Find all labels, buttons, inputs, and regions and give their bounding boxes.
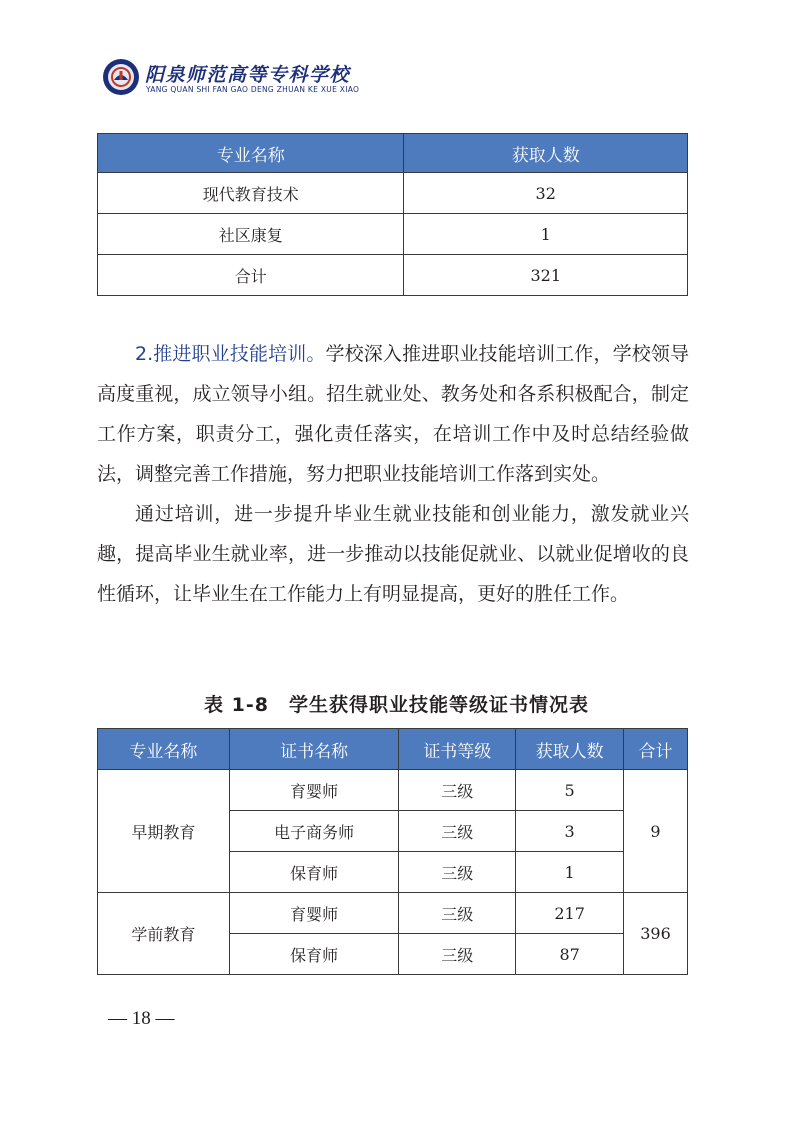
- cell-total-label: 合计: [98, 255, 404, 296]
- school-name-en: YANG QUAN SHI FAN GAO DENG ZHUAN KE XUE XIAO: [146, 85, 360, 94]
- cell-count: 32: [404, 173, 688, 214]
- cell-major: 社区康复: [98, 214, 404, 255]
- cell-level: 三级: [399, 811, 516, 852]
- section-lead: 2.推进职业技能培训。: [135, 343, 326, 365]
- col-header-major: 专业名称: [98, 729, 230, 770]
- cell-count: 87: [516, 934, 624, 975]
- paragraph: 通过培训，进一步提升毕业生就业技能和创业能力，激发就业兴趣，提高毕业生就业率，进一步推动以技能促就业、以就业促增收的良性循环，让毕业生在工作能力上有明显提高，更好的胜任工作。: [97, 503, 689, 605]
- paragraph-text: 学校深入推进职业技能培训工作，学校领导高度重视，成立领导小组。招生就业处、教务处和各系积极配合，制定工作方案，职责分工，强化责任落实，在培训工作中及时总结经验做法，调整完善工作措施，努力把职业技能培训工作落到实处。: [97, 343, 689, 485]
- cell-level: 三级: [399, 934, 516, 975]
- cell-certificate: 保育师: [229, 934, 399, 975]
- cell-certificate: 育婴师: [229, 893, 399, 934]
- major-count-table: [97, 133, 688, 296]
- table-header-row: [98, 134, 688, 173]
- col-header-major: 专业名称: [98, 134, 404, 173]
- cell-certificate: 保育师: [229, 852, 399, 893]
- school-name-cn: 阳泉师范高等专科学校: [145, 64, 351, 86]
- cell-count: 5: [516, 770, 624, 811]
- page-number: — 18 —: [108, 1008, 175, 1029]
- cell-major: 现代教育技术: [98, 173, 404, 214]
- col-header-total: 合计: [624, 729, 688, 770]
- section-body: [97, 334, 689, 614]
- table-caption: 表 1-8 学生获得职业技能等级证书情况表: [204, 694, 589, 716]
- table-header-row: [98, 729, 688, 770]
- paragraph: [97, 334, 689, 494]
- cell-count: 1: [404, 214, 688, 255]
- col-header-level: 证书等级: [399, 729, 516, 770]
- cell-total-value: 321: [404, 255, 688, 296]
- cell-certificate: 育婴师: [229, 770, 399, 811]
- col-header-count: 获取人数: [404, 134, 688, 173]
- cell-major: 学前教育: [98, 893, 230, 975]
- table-row: [98, 255, 688, 296]
- cell-total: 396: [624, 893, 688, 975]
- table-row: [98, 173, 688, 214]
- school-emblem-icon: [102, 58, 140, 96]
- cell-level: 三级: [399, 770, 516, 811]
- cell-level: 三级: [399, 893, 516, 934]
- cell-count: 1: [516, 852, 624, 893]
- col-header-count: 获取人数: [516, 729, 624, 770]
- certificate-table: [97, 728, 688, 975]
- cell-major: 早期教育: [98, 770, 230, 893]
- table-row: [98, 893, 688, 934]
- school-header: [102, 58, 362, 102]
- cell-count: 217: [516, 893, 624, 934]
- col-header-certificate: 证书名称: [229, 729, 399, 770]
- table-row: [98, 770, 688, 811]
- cell-certificate: 电子商务师: [229, 811, 399, 852]
- table-row: [98, 214, 688, 255]
- cell-total: 9: [624, 770, 688, 893]
- cell-level: 三级: [399, 852, 516, 893]
- cell-count: 3: [516, 811, 624, 852]
